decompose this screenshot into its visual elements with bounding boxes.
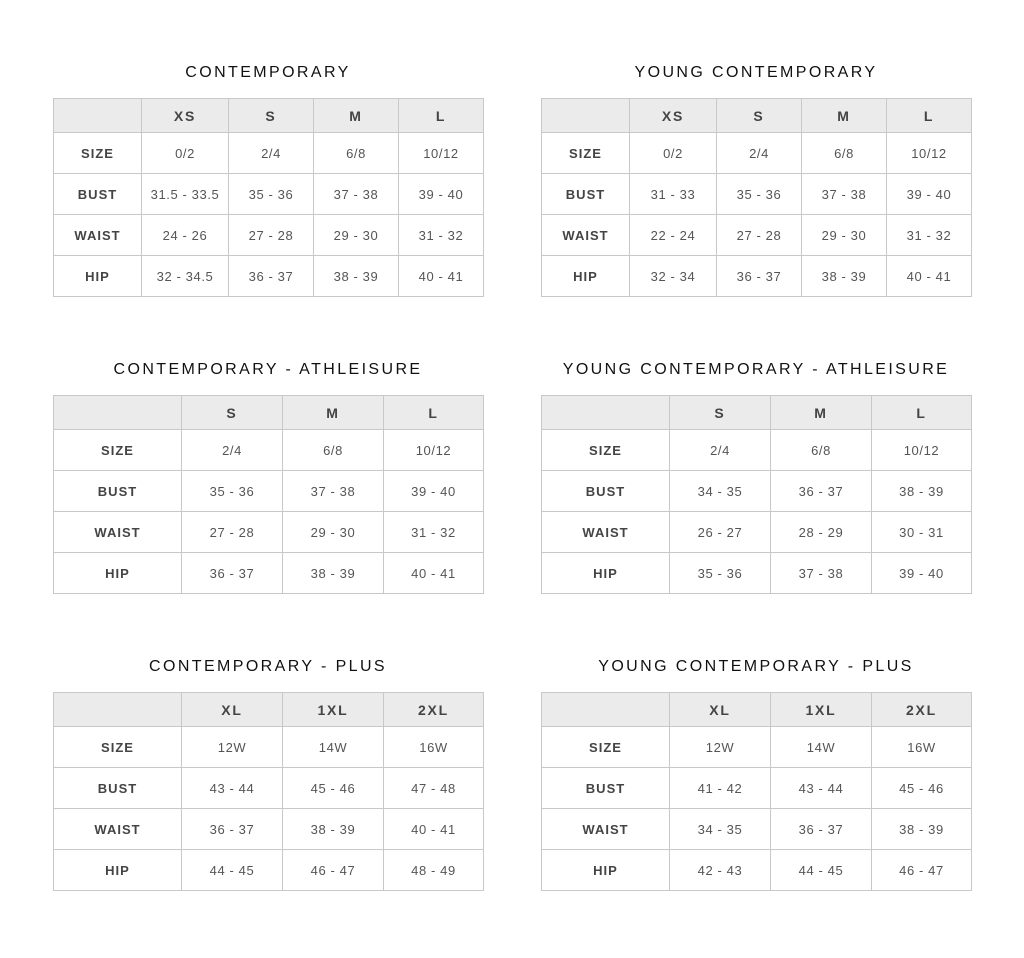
measurement-cell: 29 - 30 — [314, 215, 399, 256]
size-header: M — [283, 396, 384, 430]
measurement-cell: 31.5 - 33.5 — [142, 174, 229, 215]
row-label: WAIST — [54, 215, 142, 256]
measurement-cell: 27 - 28 — [229, 215, 314, 256]
measurement-cell: 45 - 46 — [872, 768, 972, 809]
table-row — [542, 256, 972, 297]
measurement-cell: 39 - 40 — [384, 471, 484, 512]
table-row — [542, 174, 972, 215]
header-row — [54, 396, 484, 430]
measurement-cell: 38 - 39 — [283, 809, 384, 850]
chart-title: YOUNG CONTEMPORARY - ATHLEISURE — [562, 361, 950, 378]
measurement-cell: 35 - 36 — [717, 174, 802, 215]
measurement-cell: 22 - 24 — [630, 215, 717, 256]
measurement-cell: 30 - 31 — [872, 512, 972, 553]
measurement-cell: 29 - 30 — [802, 215, 887, 256]
table-row — [54, 553, 484, 594]
measurement-cell: 2/4 — [182, 430, 283, 471]
size-header: XS — [142, 99, 229, 133]
measurement-cell: 26 - 27 — [670, 512, 771, 553]
size-header: L — [384, 396, 484, 430]
measurement-cell: 24 - 26 — [142, 215, 229, 256]
row-label: BUST — [54, 768, 182, 809]
measurement-cell: 12W — [182, 727, 283, 768]
measurement-cell: 32 - 34 — [630, 256, 717, 297]
table-row — [54, 256, 484, 297]
measurement-cell: 43 - 44 — [771, 768, 872, 809]
measurement-cell: 6/8 — [314, 133, 399, 174]
row-label: HIP — [54, 256, 142, 297]
measurement-cell: 31 - 33 — [630, 174, 717, 215]
measurement-cell: 37 - 38 — [283, 471, 384, 512]
measurement-cell: 29 - 30 — [283, 512, 384, 553]
row-label: BUST — [54, 174, 142, 215]
row-label: BUST — [542, 768, 670, 809]
measurement-cell: 10/12 — [872, 430, 972, 471]
size-header: XS — [630, 99, 717, 133]
measurement-cell: 2/4 — [670, 430, 771, 471]
row-label: SIZE — [54, 430, 182, 471]
row-label: SIZE — [542, 727, 670, 768]
row-label: HIP — [542, 850, 670, 891]
row-label: BUST — [54, 471, 182, 512]
size-chart-young-contemporary-plus — [541, 657, 971, 893]
table-row — [542, 768, 972, 809]
measurement-cell: 27 - 28 — [182, 512, 283, 553]
measurement-cell: 38 - 39 — [283, 553, 384, 594]
corner-cell — [54, 693, 182, 727]
table-row — [542, 215, 972, 256]
measurement-cell: 48 - 49 — [384, 850, 484, 891]
measurement-cell: 41 - 42 — [670, 768, 771, 809]
measurement-cell: 46 - 47 — [872, 850, 972, 891]
corner-cell — [54, 396, 182, 430]
measurement-cell: 35 - 36 — [229, 174, 314, 215]
measurement-cell: 38 - 39 — [872, 809, 972, 850]
measurement-cell: 39 - 40 — [872, 553, 972, 594]
measurement-cell: 36 - 37 — [717, 256, 802, 297]
row-label: WAIST — [542, 512, 670, 553]
measurement-cell: 0/2 — [142, 133, 229, 174]
size-header: S — [670, 396, 771, 430]
size-header: 2XL — [872, 693, 972, 727]
size-header: M — [771, 396, 872, 430]
measurement-cell: 37 - 38 — [771, 553, 872, 594]
row-label: WAIST — [54, 512, 182, 553]
measurement-cell: 2/4 — [229, 133, 314, 174]
size-header: L — [872, 396, 972, 430]
measurement-cell: 31 - 32 — [399, 215, 484, 256]
row-label: SIZE — [542, 430, 670, 471]
table-row — [542, 430, 972, 471]
row-label: SIZE — [54, 727, 182, 768]
measurement-cell: 34 - 35 — [670, 471, 771, 512]
size-header: M — [314, 99, 399, 133]
size-header: 1XL — [283, 693, 384, 727]
size-chart-contemporary — [53, 63, 483, 299]
measurement-cell: 10/12 — [384, 430, 484, 471]
measurement-cell: 35 - 36 — [670, 553, 771, 594]
measurement-cell: 40 - 41 — [887, 256, 972, 297]
size-chart-young-contemporary — [541, 63, 971, 299]
table-row — [54, 850, 484, 891]
row-label: BUST — [542, 471, 670, 512]
measurement-cell: 38 - 39 — [314, 256, 399, 297]
chart-title: CONTEMPORARY - ATHLEISURE — [113, 361, 423, 378]
measurement-cell: 16W — [872, 727, 972, 768]
measurement-cell: 27 - 28 — [717, 215, 802, 256]
table-row — [54, 512, 484, 553]
measurement-cell: 43 - 44 — [182, 768, 283, 809]
row-label: SIZE — [54, 133, 142, 174]
measurement-cell: 16W — [384, 727, 484, 768]
measurement-cell: 34 - 35 — [670, 809, 771, 850]
size-header: XL — [670, 693, 771, 727]
table-row — [542, 850, 972, 891]
measurement-cell: 6/8 — [771, 430, 872, 471]
corner-cell — [542, 396, 670, 430]
row-label: HIP — [542, 256, 630, 297]
chart-title: CONTEMPORARY — [185, 64, 351, 81]
measurement-cell: 44 - 45 — [182, 850, 283, 891]
row-label: WAIST — [54, 809, 182, 850]
measurement-cell: 14W — [283, 727, 384, 768]
measurement-cell: 10/12 — [887, 133, 972, 174]
row-label: WAIST — [542, 215, 630, 256]
row-label: HIP — [54, 553, 182, 594]
header-row — [54, 99, 484, 133]
measurement-cell: 37 - 38 — [314, 174, 399, 215]
table-row — [542, 471, 972, 512]
measurement-cell: 45 - 46 — [283, 768, 384, 809]
measurement-cell: 44 - 45 — [771, 850, 872, 891]
measurement-cell: 35 - 36 — [182, 471, 283, 512]
measurement-cell: 36 - 37 — [182, 553, 283, 594]
chart-title: YOUNG CONTEMPORARY - PLUS — [598, 658, 914, 675]
row-label: HIP — [542, 553, 670, 594]
table-row — [54, 215, 484, 256]
measurement-cell: 40 - 41 — [384, 553, 484, 594]
size-header: S — [182, 396, 283, 430]
table-row — [54, 133, 484, 174]
size-header: XL — [182, 693, 283, 727]
table-row — [542, 553, 972, 594]
table-row — [54, 471, 484, 512]
measurement-cell: 39 - 40 — [887, 174, 972, 215]
measurement-cell: 0/2 — [630, 133, 717, 174]
measurement-cell: 39 - 40 — [399, 174, 484, 215]
measurement-cell: 2/4 — [717, 133, 802, 174]
size-table — [541, 395, 972, 594]
measurement-cell: 38 - 39 — [872, 471, 972, 512]
measurement-cell: 14W — [771, 727, 872, 768]
measurement-cell: 36 - 37 — [182, 809, 283, 850]
row-label: HIP — [54, 850, 182, 891]
measurement-cell: 36 - 37 — [229, 256, 314, 297]
table-row — [54, 809, 484, 850]
measurement-cell: 42 - 43 — [670, 850, 771, 891]
header-row — [542, 396, 972, 430]
size-header: M — [802, 99, 887, 133]
measurement-cell: 38 - 39 — [802, 256, 887, 297]
measurement-cell: 40 - 41 — [399, 256, 484, 297]
size-header: 2XL — [384, 693, 484, 727]
measurement-cell: 6/8 — [802, 133, 887, 174]
measurement-cell: 36 - 37 — [771, 471, 872, 512]
size-header: L — [399, 99, 484, 133]
measurement-cell: 37 - 38 — [802, 174, 887, 215]
size-table — [53, 692, 484, 891]
header-row — [542, 693, 972, 727]
measurement-cell: 10/12 — [399, 133, 484, 174]
measurement-cell: 36 - 37 — [771, 809, 872, 850]
size-header: S — [717, 99, 802, 133]
table-row — [542, 133, 972, 174]
row-label: SIZE — [542, 133, 630, 174]
table-row — [542, 512, 972, 553]
measurement-cell: 6/8 — [283, 430, 384, 471]
measurement-cell: 46 - 47 — [283, 850, 384, 891]
measurement-cell: 47 - 48 — [384, 768, 484, 809]
table-row — [54, 430, 484, 471]
measurement-cell: 31 - 32 — [887, 215, 972, 256]
row-label: BUST — [542, 174, 630, 215]
table-row — [54, 174, 484, 215]
corner-cell — [542, 693, 670, 727]
size-table — [53, 98, 484, 297]
chart-title: YOUNG CONTEMPORARY — [634, 64, 878, 81]
size-chart-contemporary-plus — [53, 657, 483, 893]
measurement-cell: 12W — [670, 727, 771, 768]
table-row — [54, 768, 484, 809]
table-row — [54, 727, 484, 768]
size-table — [53, 395, 484, 594]
size-header: 1XL — [771, 693, 872, 727]
size-chart-young-contemporary-athleisure — [541, 360, 971, 596]
size-table — [541, 692, 972, 891]
table-row — [542, 727, 972, 768]
measurement-cell: 40 - 41 — [384, 809, 484, 850]
measurement-cell: 28 - 29 — [771, 512, 872, 553]
header-row — [54, 693, 484, 727]
measurement-cell: 31 - 32 — [384, 512, 484, 553]
row-label: WAIST — [542, 809, 670, 850]
chart-title: CONTEMPORARY - PLUS — [149, 658, 387, 675]
size-chart-contemporary-athleisure — [53, 360, 483, 596]
measurement-cell: 32 - 34.5 — [142, 256, 229, 297]
size-table — [541, 98, 972, 297]
size-header: S — [229, 99, 314, 133]
header-row — [542, 99, 972, 133]
table-row — [542, 809, 972, 850]
corner-cell — [54, 99, 142, 133]
size-header: L — [887, 99, 972, 133]
corner-cell — [542, 99, 630, 133]
